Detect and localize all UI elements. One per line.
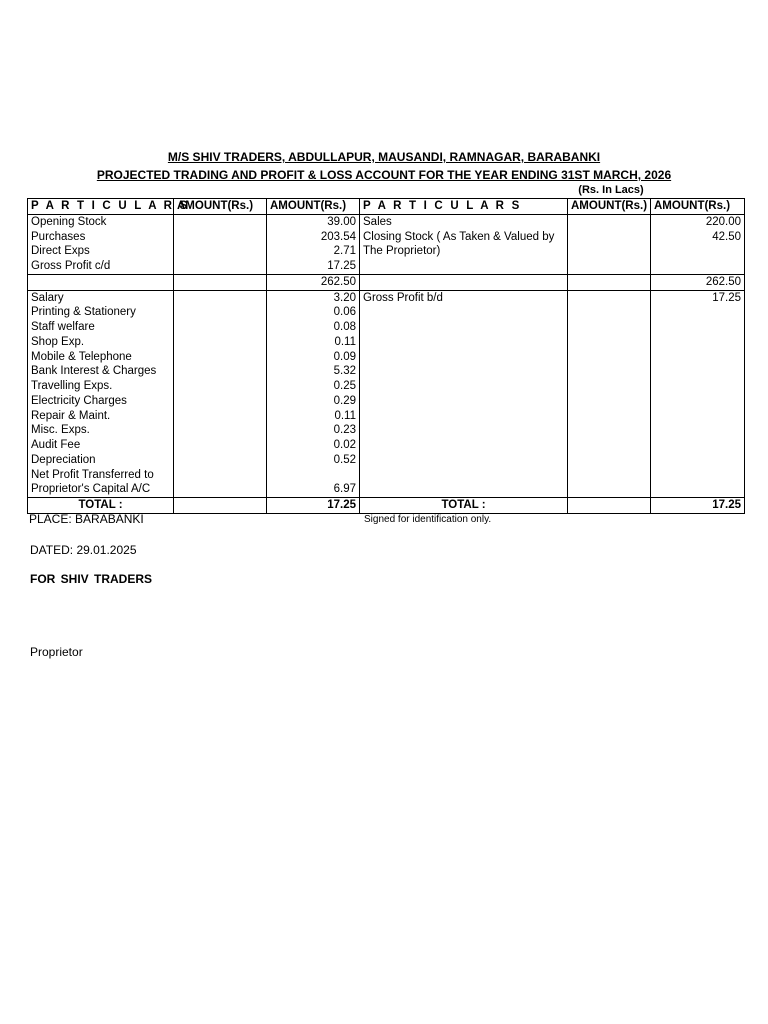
debit-subamount bbox=[174, 364, 267, 379]
debit-subamount bbox=[174, 320, 267, 335]
pl-total-credit: 17.25 bbox=[651, 498, 745, 514]
table-row bbox=[28, 305, 745, 320]
debit-subamount bbox=[174, 335, 267, 350]
credit-particular bbox=[360, 305, 568, 320]
place-label: PLACE: BARABANKI bbox=[29, 512, 144, 526]
debit-subamount bbox=[174, 244, 267, 259]
table-row bbox=[28, 482, 745, 497]
credit-amount bbox=[651, 305, 745, 320]
debit-subamount bbox=[174, 482, 267, 497]
debit-subamount bbox=[174, 259, 267, 274]
credit-amount bbox=[651, 482, 745, 497]
trading-total-credit: 262.50 bbox=[651, 274, 745, 290]
table-row bbox=[28, 423, 745, 438]
credit-subamount bbox=[568, 482, 651, 497]
currency-unit-note: (Rs. In Lacs) bbox=[578, 184, 644, 196]
credit-subamount bbox=[568, 274, 651, 290]
debit-subamount bbox=[174, 274, 267, 290]
credit-particular bbox=[360, 350, 568, 365]
debit-amount: 0.29 bbox=[267, 394, 360, 409]
credit-particular bbox=[360, 409, 568, 424]
debit-subamount bbox=[174, 423, 267, 438]
table-row bbox=[28, 379, 745, 394]
debit-subamount bbox=[174, 214, 267, 229]
signed-for-identification-note: Signed for identification only. bbox=[364, 514, 492, 525]
debit-particular: Direct Exps bbox=[28, 244, 174, 259]
debit-particular: Purchases bbox=[28, 230, 174, 245]
debit-particular: Bank Interest & Charges bbox=[28, 364, 174, 379]
credit-subamount bbox=[568, 259, 651, 274]
particulars-header-right: P A R T I C U L A R S bbox=[360, 199, 568, 215]
debit-particular: Shop Exp. bbox=[28, 335, 174, 350]
credit-subamount bbox=[568, 379, 651, 394]
credit-subamount bbox=[568, 364, 651, 379]
debit-particular: Staff welfare bbox=[28, 320, 174, 335]
credit-subamount bbox=[568, 498, 651, 514]
credit-subamount bbox=[568, 290, 651, 305]
debit-amount: 3.20 bbox=[267, 290, 360, 305]
debit-subamount bbox=[174, 290, 267, 305]
credit-particular bbox=[360, 423, 568, 438]
credit-particular bbox=[360, 482, 568, 497]
debit-subamount bbox=[174, 438, 267, 453]
debit-particular: Proprietor's Capital A/C bbox=[28, 482, 174, 497]
credit-particular: Closing Stock ( As Taken & Valued by bbox=[360, 230, 568, 245]
date-label: DATED: 29.01.2025 bbox=[30, 543, 137, 557]
debit-amount: 0.11 bbox=[267, 335, 360, 350]
credit-amount bbox=[651, 409, 745, 424]
debit-particular: Electricity Charges bbox=[28, 394, 174, 409]
debit-particular: Depreciation bbox=[28, 453, 174, 468]
pl-total-row bbox=[28, 498, 745, 514]
credit-subamount bbox=[568, 350, 651, 365]
credit-particular: Gross Profit b/d bbox=[360, 290, 568, 305]
particulars-header-left: P A R T I C U L A R S bbox=[28, 199, 174, 215]
debit-particular: Misc. Exps. bbox=[28, 423, 174, 438]
debit-particular: Travelling Exps. bbox=[28, 379, 174, 394]
amount-header-col2: AMOUNT(Rs.) bbox=[267, 199, 360, 215]
debit-amount: 0.23 bbox=[267, 423, 360, 438]
table-row bbox=[28, 350, 745, 365]
table-row bbox=[28, 244, 745, 259]
table-row bbox=[28, 438, 745, 453]
credit-subamount bbox=[568, 244, 651, 259]
total-label-left: TOTAL : bbox=[28, 498, 174, 514]
credit-subamount bbox=[568, 409, 651, 424]
trading-total-debit: 262.50 bbox=[267, 274, 360, 290]
credit-subamount bbox=[568, 305, 651, 320]
table-row bbox=[28, 214, 745, 229]
amount-header-col5: AMOUNT(Rs.) bbox=[651, 199, 745, 215]
table-row bbox=[28, 290, 745, 305]
signatory-label: Proprietor bbox=[30, 645, 83, 659]
trading-pl-account-table bbox=[27, 198, 745, 514]
credit-amount bbox=[651, 364, 745, 379]
credit-amount bbox=[651, 320, 745, 335]
table-row bbox=[28, 230, 745, 245]
debit-amount: 0.08 bbox=[267, 320, 360, 335]
debit-subamount bbox=[174, 453, 267, 468]
debit-particular bbox=[28, 274, 174, 290]
debit-amount: 0.02 bbox=[267, 438, 360, 453]
credit-subamount bbox=[568, 230, 651, 245]
table-row bbox=[28, 335, 745, 350]
table-row bbox=[28, 320, 745, 335]
credit-particular bbox=[360, 320, 568, 335]
credit-particular bbox=[360, 274, 568, 290]
amount-header-col4: AMOUNT(Rs.) bbox=[568, 199, 651, 215]
credit-amount bbox=[651, 468, 745, 483]
credit-amount: 42.50 bbox=[651, 230, 745, 245]
credit-subamount bbox=[568, 214, 651, 229]
for-firm-label: FOR SHIV TRADERS bbox=[30, 572, 153, 586]
credit-particular: Sales bbox=[360, 214, 568, 229]
debit-amount: 6.97 bbox=[267, 482, 360, 497]
table-row bbox=[28, 394, 745, 409]
credit-amount bbox=[651, 394, 745, 409]
credit-particular bbox=[360, 453, 568, 468]
credit-subamount bbox=[568, 468, 651, 483]
credit-particular bbox=[360, 468, 568, 483]
debit-amount: 5.32 bbox=[267, 364, 360, 379]
debit-subamount bbox=[174, 305, 267, 320]
table-row bbox=[28, 259, 745, 274]
debit-subamount bbox=[174, 394, 267, 409]
credit-amount bbox=[651, 423, 745, 438]
debit-amount: 0.25 bbox=[267, 379, 360, 394]
credit-subamount bbox=[568, 335, 651, 350]
credit-subamount bbox=[568, 438, 651, 453]
credit-particular bbox=[360, 394, 568, 409]
table-row bbox=[28, 468, 745, 483]
trading-total-row bbox=[28, 274, 745, 290]
debit-subamount bbox=[174, 379, 267, 394]
credit-particular bbox=[360, 259, 568, 274]
debit-amount: 2.71 bbox=[267, 244, 360, 259]
debit-particular: Gross Profit c/d bbox=[28, 259, 174, 274]
firm-name-heading: M/S SHIV TRADERS, ABDULLAPUR, MAUSANDI, RAMNAGAR, BARABANKI bbox=[167, 150, 601, 164]
credit-amount: 220.00 bbox=[651, 214, 745, 229]
statement-title: PROJECTED TRADING AND PROFIT & LOSS ACCOUNT FOR THE YEAR ENDING 31ST MARCH, 2026 bbox=[96, 168, 672, 182]
debit-particular: Salary bbox=[28, 290, 174, 305]
table-row bbox=[28, 364, 745, 379]
credit-subamount bbox=[568, 453, 651, 468]
debit-amount bbox=[267, 468, 360, 483]
debit-subamount bbox=[174, 468, 267, 483]
credit-subamount bbox=[568, 320, 651, 335]
debit-particular: Opening Stock bbox=[28, 214, 174, 229]
debit-particular: Printing & Stationery bbox=[28, 305, 174, 320]
credit-amount bbox=[651, 259, 745, 274]
total-label-right: TOTAL : bbox=[360, 498, 568, 514]
debit-subamount bbox=[174, 498, 267, 514]
credit-amount bbox=[651, 244, 745, 259]
credit-particular bbox=[360, 364, 568, 379]
debit-amount: 203.54 bbox=[267, 230, 360, 245]
debit-particular: Audit Fee bbox=[28, 438, 174, 453]
debit-subamount bbox=[174, 409, 267, 424]
debit-amount: 0.09 bbox=[267, 350, 360, 365]
credit-subamount bbox=[568, 423, 651, 438]
credit-amount bbox=[651, 453, 745, 468]
debit-subamount bbox=[174, 350, 267, 365]
table-row bbox=[28, 453, 745, 468]
credit-particular bbox=[360, 438, 568, 453]
debit-amount: 0.11 bbox=[267, 409, 360, 424]
amount-header-col1: AMOUNT(Rs.) bbox=[174, 199, 267, 215]
credit-amount: 17.25 bbox=[651, 290, 745, 305]
credit-subamount bbox=[568, 394, 651, 409]
debit-particular: Net Profit Transferred to bbox=[28, 468, 174, 483]
debit-particular: Repair & Maint. bbox=[28, 409, 174, 424]
credit-particular: The Proprietor) bbox=[360, 244, 568, 259]
debit-amount: 0.52 bbox=[267, 453, 360, 468]
credit-amount bbox=[651, 379, 745, 394]
debit-amount: 17.25 bbox=[267, 259, 360, 274]
debit-particular: Mobile & Telephone bbox=[28, 350, 174, 365]
pl-total-debit: 17.25 bbox=[267, 498, 360, 514]
debit-amount: 0.06 bbox=[267, 305, 360, 320]
credit-amount bbox=[651, 335, 745, 350]
debit-subamount bbox=[174, 230, 267, 245]
credit-amount bbox=[651, 438, 745, 453]
credit-particular bbox=[360, 379, 568, 394]
debit-amount: 39.00 bbox=[267, 214, 360, 229]
credit-particular bbox=[360, 335, 568, 350]
table-row bbox=[28, 409, 745, 424]
credit-amount bbox=[651, 350, 745, 365]
table-header-row bbox=[28, 199, 745, 215]
